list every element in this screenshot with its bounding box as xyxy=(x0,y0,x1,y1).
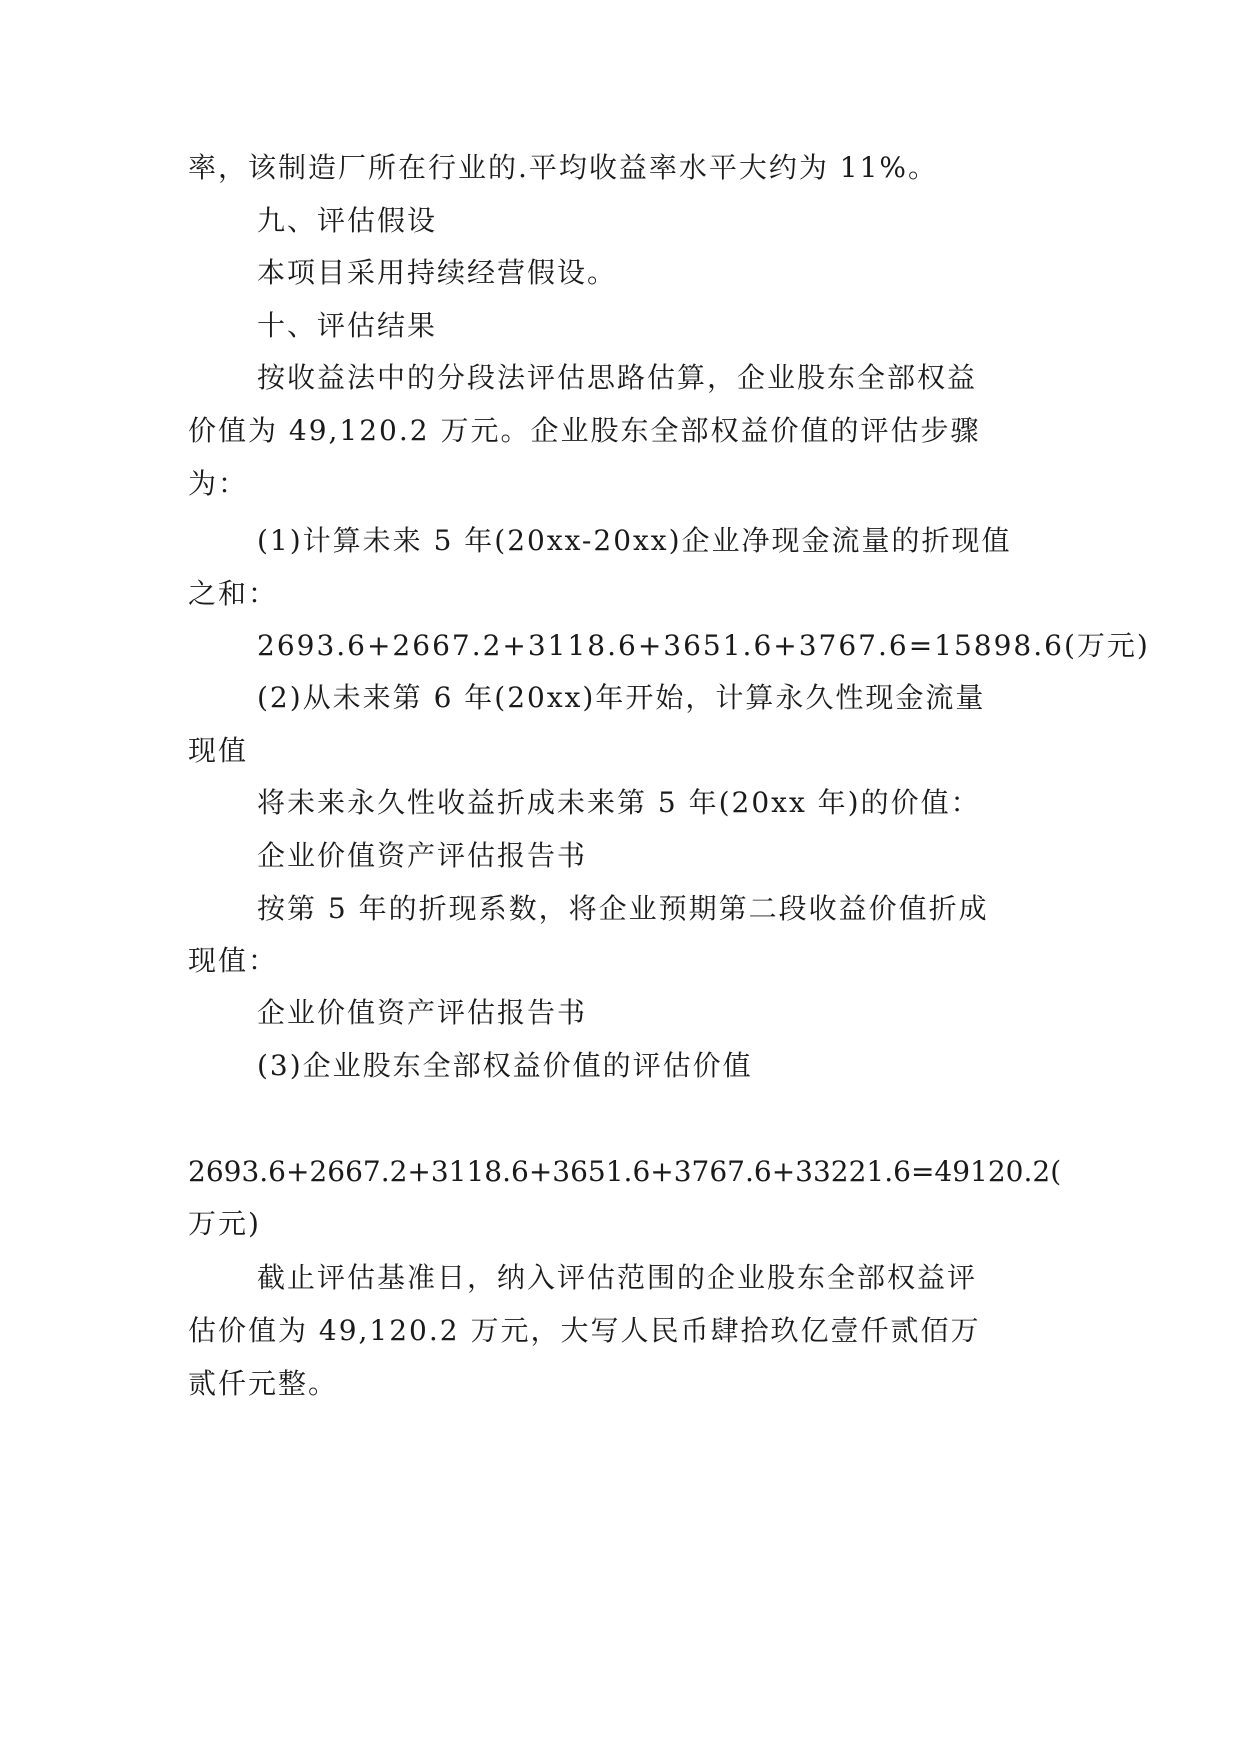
heading-assumptions: 九、评估假设 xyxy=(257,204,438,237)
heading-results: 十、评估结果 xyxy=(257,309,438,342)
text-line-result-3: 为： xyxy=(188,467,249,500)
text-line-conclusion-3: 贰仟元整。 xyxy=(188,1367,339,1400)
text-line-step1-2: 之和： xyxy=(188,577,279,610)
text-line-conclusion-1: 截止评估基准日，纳入评估范围的企业股东全部权益评 xyxy=(257,1261,978,1294)
formula-line-2-unit: 万元) xyxy=(188,1207,261,1240)
text-line-step2-1: (2)从未来第 6 年(20xx)年开始，计算永久性现金流量 xyxy=(257,681,986,714)
text-line-step1-1: (1)计算未来 5 年(20xx-20xx)企业净现金流量的折现值 xyxy=(257,524,1012,557)
formula-line-2: 2693.6+2667.2+3118.6+3651.6+3767.6+33221.6=49120.2( xyxy=(188,1155,1062,1188)
text-line-step2-2: 现值 xyxy=(188,734,249,767)
text-line-report-title-1: 企业价值资产评估报告书 xyxy=(257,839,588,872)
text-line-step3: (3)企业股东全部权益价值的评估价值 xyxy=(257,1049,753,1082)
text-line-discount-1: 按第 5 年的折现系数，将企业预期第二段收益价值折成 xyxy=(257,892,989,925)
text-line-step2-3: 将未来永久性收益折成未来第 5 年(20xx 年)的价值： xyxy=(257,786,981,819)
text-line-result-2: 价值为 49,120.2 万元。企业股东全部权益价值的评估步骤 xyxy=(188,414,981,447)
text-line-rate: 率，该制造厂所在行业的.平均收益率水平大约为 11%。 xyxy=(188,151,939,184)
text-line-assumption: 本项目采用持续经营假设。 xyxy=(257,256,618,289)
formula-line-1: 2693.6+2667.2+3118.6+3651.6+3767.6=15898.6(万元) xyxy=(257,629,1150,662)
text-line-discount-2: 现值： xyxy=(188,944,279,977)
text-line-report-title-2: 企业价值资产评估报告书 xyxy=(257,996,588,1029)
text-line-result-1: 按收益法中的分段法评估思路估算，企业股东全部权益 xyxy=(257,361,978,394)
text-line-conclusion-2: 估价值为 49,120.2 万元，大写人民币肆拾玖亿壹仟贰佰万 xyxy=(188,1314,981,1347)
